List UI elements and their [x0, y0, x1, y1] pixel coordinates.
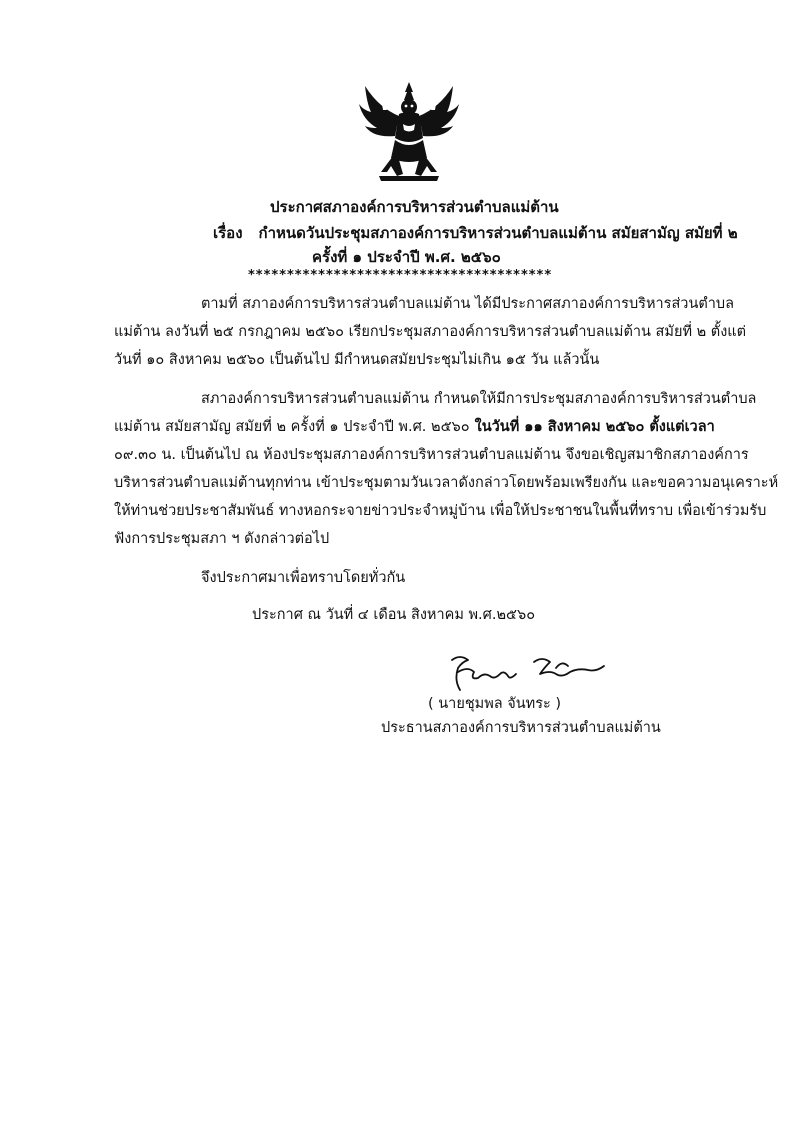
- paragraph-2-line-1: สภาองค์การบริหารส่วนตำบลแม่ต้าน กำหนดให้มีการประชุมสภาองค์การบริหารส่วนตำบล: [201, 391, 757, 407]
- paragraph-1-line-3: วันที่ ๑๐ สิงหาคม ๒๕๖๐ เป็นต้นไป มีกำหนดสมัยประชุมไม่เกิน ๑๕ วัน แล้วนั้น: [114, 352, 600, 368]
- signatory-position: ประธานสภาองค์การบริหารส่วนตำบลแม่ต้าน: [381, 720, 661, 736]
- announcement-date: ประกาศ ณ วันที่ ๔ เดือน สิงหาคม พ.ศ.๒๕๖๐: [252, 607, 536, 623]
- garuda-emblem-icon: [357, 80, 461, 184]
- paragraph-2-line-2-normal: แม่ต้าน สมัยสามัญ สมัยที่ ๒ ครั้งที่ ๑ ประจำปี พ.ศ. ๒๕๖๐: [114, 419, 470, 435]
- document-title: ประกาศสภาองค์การบริหารส่วนตำบลแม่ต้าน: [270, 198, 559, 216]
- signatory-name: ( นายชุมพล จันทระ ): [428, 696, 562, 712]
- paragraph-3: จึงประกาศมาเพื่อทราบโดยทั่วกัน: [201, 570, 406, 586]
- meeting-date-time: ในวันที่ ๑๑ สิงหาคม ๒๕๖๐ ตั้งแต่เวลา: [469, 419, 715, 435]
- paragraph-2-line-3: ๐๙.๓๐ น. เป็นต้นไป ณ ห้องประชุมสภาองค์การบริหารส่วนตำบลแม่ต้าน จึงขอเชิญสมาชิกสภาองค์การ: [114, 447, 749, 463]
- subject-text: กำหนดวันประชุมสภาองค์การบริหารส่วนตำบลแม่ต้าน สมัยสามัญ สมัยที่ ๒: [258, 224, 738, 242]
- paragraph-2-line-5: ให้ท่านช่วยประชาสัมพันธ์ ทางหอกระจายข่าวประจำหมู่บ้าน เพื่อให้ประชาชนในพื้นที่ทราบ เพื่อเข้าร่วมรับ: [114, 503, 767, 519]
- paragraph-1-line-1: ตามที่ สภาองค์การบริหารส่วนตำบลแม่ต้าน ได้มีประกาศสภาองค์การบริหารส่วนตำบล: [201, 296, 735, 312]
- document-subject: [213, 222, 738, 244]
- paragraph-2-line-4: บริหารส่วนตำบลแม่ต้านทุกท่าน เข้าประชุมตามวันเวลาดังกล่าวโดยพร้อมเพรียงกัน และขอความอนุเคราะห์: [114, 475, 779, 491]
- separator-stars: ***************************************: [248, 268, 553, 283]
- subject-label: เรื่อง: [213, 224, 243, 242]
- paragraph-1-line-2: แม่ต้าน ลงวันที่ ๒๕ กรกฎาคม ๒๕๖๐ เรียกประชุมสภาองค์การบริหารส่วนตำบลแม่ต้าน สมัยที่ ๒ ตั้งแต่: [114, 324, 747, 340]
- paragraph-2-line-2: [114, 416, 715, 438]
- document-session: ครั้งที่ ๑ ประจำปี พ.ศ. ๒๕๖๐: [312, 248, 501, 266]
- paragraph-2-line-6: ฟังการประชุมสภา ฯ ดังกล่าวต่อไป: [114, 531, 330, 547]
- handwritten-signature: [438, 650, 608, 694]
